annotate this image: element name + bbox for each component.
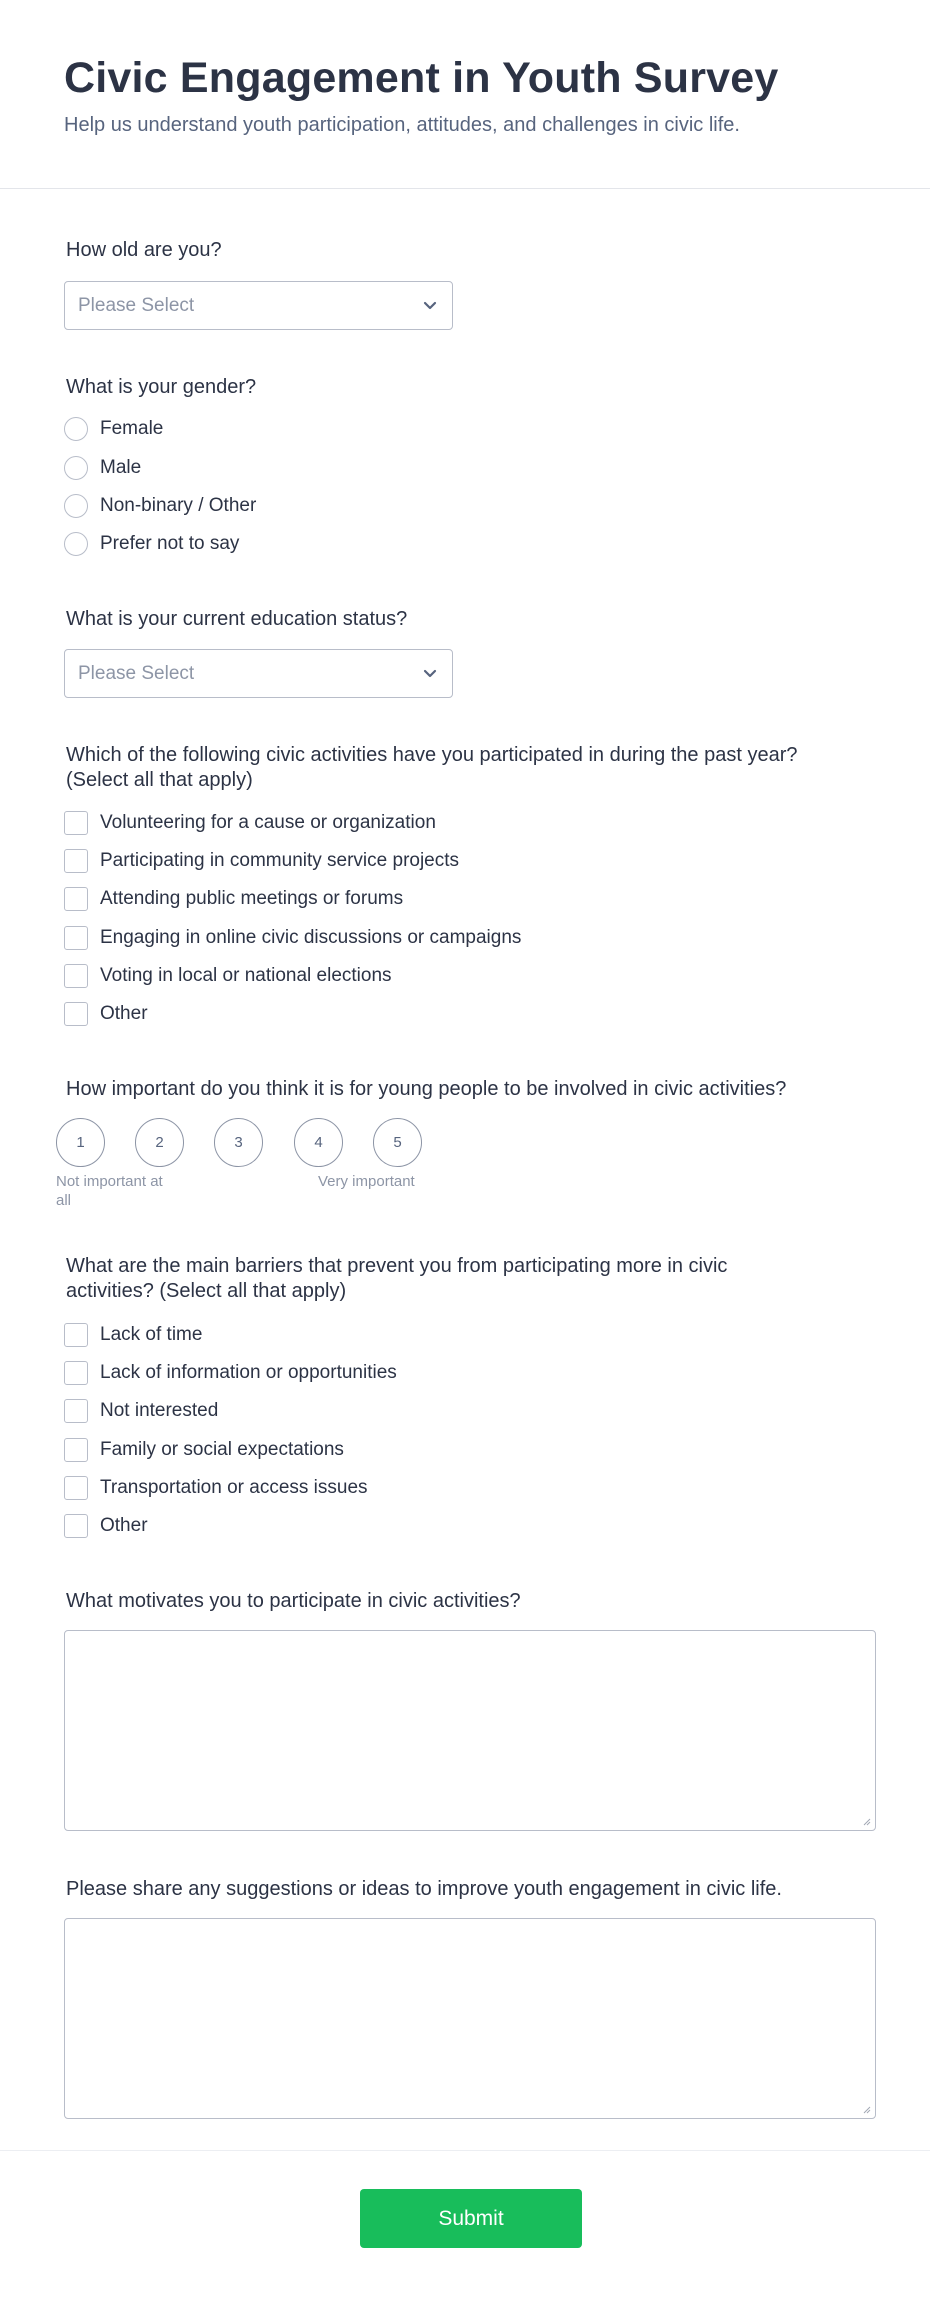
chevron-down-icon (420, 663, 440, 683)
question-motivation-label: What motivates you to participate in civic activities? (66, 1590, 521, 1612)
barrier-option[interactable] (64, 1398, 218, 1424)
form-header (0, 0, 930, 189)
activity-option[interactable] (64, 810, 436, 836)
age-select[interactable] (64, 281, 453, 330)
gender-option-male[interactable] (64, 455, 141, 481)
scale-option-3[interactable]: 3 (214, 1118, 263, 1167)
scale-option-4[interactable]: 4 (294, 1118, 343, 1167)
radio-button[interactable] (64, 456, 88, 480)
question-education-label: What is your current education status? (66, 608, 408, 630)
form-title: Civic Engagement in Youth Survey (64, 54, 779, 102)
chevron-down-icon (420, 295, 440, 315)
checkbox[interactable] (64, 964, 88, 988)
activity-option[interactable] (64, 963, 392, 989)
barrier-option-label: Lack of time (100, 1324, 203, 1345)
education-select[interactable] (64, 649, 453, 698)
scale-max-caption: Very important (318, 1173, 415, 1190)
barrier-option-label: Lack of information or opportunities (100, 1362, 397, 1383)
activity-option-label: Voting in local or national elections (100, 965, 392, 986)
checkbox[interactable] (64, 887, 88, 911)
activity-option-label: Participating in community service projects (100, 850, 460, 871)
scale-min-caption (56, 1172, 163, 1210)
resize-handle-icon[interactable] (861, 2104, 871, 2114)
barrier-option-label: Family or social expectations (100, 1439, 344, 1460)
scale-option-5[interactable]: 5 (373, 1118, 422, 1167)
question-activities-label-line1: Which of the following civic activities have you participated in during the past year? (66, 744, 798, 766)
scale-option-1[interactable]: 1 (56, 1118, 105, 1167)
question-importance (64, 1077, 876, 1102)
checkbox[interactable] (64, 1514, 88, 1538)
checkbox[interactable] (64, 1476, 88, 1500)
barrier-option[interactable] (64, 1513, 148, 1539)
activity-option-label: Attending public meetings or forums (100, 888, 404, 909)
question-gender (64, 375, 876, 554)
checkbox[interactable] (64, 1002, 88, 1026)
question-gender-label: What is your gender? (66, 376, 257, 398)
question-education (64, 607, 876, 632)
scale-option-2[interactable]: 2 (135, 1118, 184, 1167)
question-importance-label: How important do you think it is for young people to be involved in civic activities? (66, 1078, 787, 1100)
gender-option-female[interactable] (64, 416, 163, 442)
question-barriers-label-line2: activities? (Select all that apply) (66, 1280, 347, 1302)
age-select-placeholder: Please Select (78, 295, 195, 316)
footer-divider (0, 2150, 930, 2151)
activity-option[interactable] (64, 886, 403, 912)
resize-handle-icon[interactable] (861, 1816, 871, 1826)
checkbox[interactable] (64, 811, 88, 835)
radio-button[interactable] (64, 417, 88, 441)
barrier-option-label: Other (100, 1515, 148, 1536)
question-motivation (64, 1589, 876, 1614)
scale-min-caption-line1: Not important at (56, 1173, 163, 1190)
gender-option-label: Male (100, 457, 142, 478)
checkbox[interactable] (64, 1323, 88, 1347)
barrier-option[interactable] (64, 1475, 368, 1501)
radio-button[interactable] (64, 494, 88, 518)
checkbox[interactable] (64, 1361, 88, 1385)
question-age-label: How old are you? (66, 239, 222, 261)
scale-min-caption-line2: all (56, 1192, 72, 1209)
gender-option-label: Non-binary / Other (100, 495, 257, 516)
activity-option[interactable] (64, 1001, 148, 1027)
checkbox[interactable] (64, 926, 88, 950)
gender-option-prefer-not[interactable] (64, 531, 239, 557)
form-subtitle: Help us understand youth participation, attitudes, and challenges in civic life. (64, 114, 740, 136)
barrier-option[interactable] (64, 1437, 344, 1463)
checkbox[interactable] (64, 1438, 88, 1462)
barrier-option[interactable] (64, 1322, 202, 1348)
gender-option-label: Female (100, 418, 164, 439)
suggestions-textarea[interactable] (64, 1918, 876, 2119)
barrier-option-label: Not interested (100, 1400, 219, 1421)
activity-option-label: Engaging in online civic discussions or campaigns (100, 927, 522, 948)
gender-option-nonbinary[interactable] (64, 493, 256, 519)
radio-button[interactable] (64, 532, 88, 556)
education-select-placeholder: Please Select (78, 663, 195, 684)
activity-option[interactable] (64, 848, 459, 874)
question-age (64, 238, 876, 263)
checkbox[interactable] (64, 849, 88, 873)
checkbox[interactable] (64, 1399, 88, 1423)
question-suggestions-label: Please share any suggestions or ideas to improve youth engagement in civic life. (66, 1878, 782, 1900)
question-activities (64, 743, 876, 1024)
activity-option-label: Other (100, 1003, 148, 1024)
question-barriers-label-line1: What are the main barriers that prevent you from participating more in civic (66, 1255, 728, 1277)
barrier-option-label: Transportation or access issues (100, 1477, 368, 1498)
motivation-textarea[interactable] (64, 1630, 876, 1831)
question-suggestions (64, 1877, 876, 1902)
activity-option-label: Volunteering for a cause or organization (100, 812, 436, 833)
question-barriers (64, 1254, 876, 1536)
activity-option[interactable] (64, 925, 521, 951)
gender-option-label: Prefer not to say (100, 533, 240, 554)
question-activities-label-line2: (Select all that apply) (66, 769, 253, 791)
submit-button[interactable]: Submit (360, 2189, 582, 2248)
barrier-option[interactable] (64, 1360, 397, 1386)
